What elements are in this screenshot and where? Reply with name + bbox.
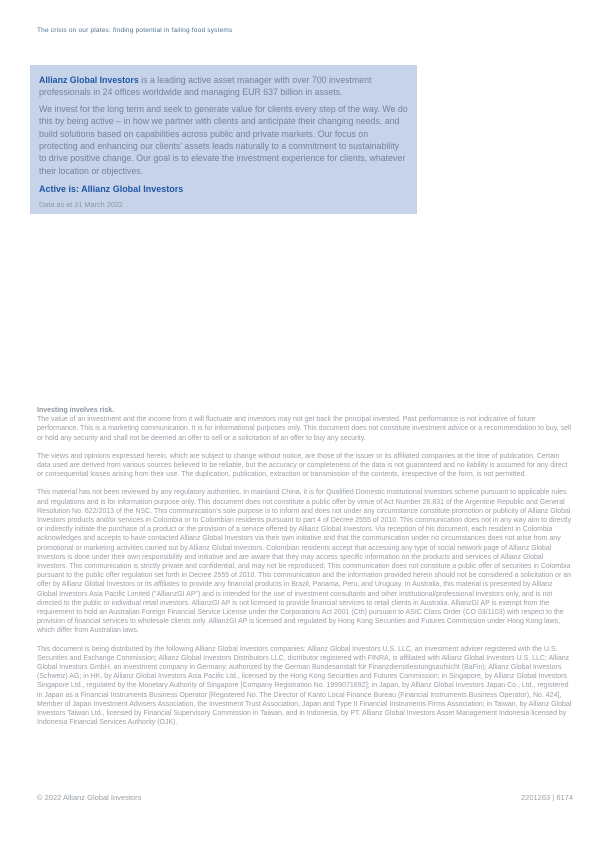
brand-tagline: Active is: Allianz Global Investors bbox=[39, 184, 184, 195]
distribution-disclaimer-paragraph: This document is being distributed by the following Allianz Global Investors companies: Allianz Global Investors U.S. LLC, an investment adviser registered with the U.S. Securities and Exchange Commission; Allianz Global Investors Distributors LLC, distributor registered with FINRA, is affiliated with Allianz Global Investors U.S. LLC; Allianz Global Investors GmbH, an investment company in Germany, authorized by the German Bundesanstalt für Finanzdienstleistungsaufsicht (BaFin); Allianz Global Investors (Schweiz) AG; in HK, by Allianz Global Investors Asia Pacific Ltd., licensed by the Hong Kong Securities and Futures Commission; in Singapore, by Allianz Global Investors Singapore Ltd., regulated by the Monetary Authority of Singapore [Company Registration No. 199907169Z]; in Japan, by Allianz Global Investors Japan Co., Ltd., registered in Japan as a Financial Instruments Business Operator [Registered No. The Director of Kanto Local Finance Bureau (Financial Instruments Business Operator), No. 424], Member of Japan Investment Advisers Association, the Investment Trust Association, Japan and Type II Financial Instruments Firms Association; in Taiwan, by Allianz Global Investors Taiwan Ltd., licensed by Financial Supervisory Commission in Taiwan, and in Indonesia, by PT. Allianz Global Investors Asset Management Indonesia licensed by Indonesia Financial Services Authority (OJK). bbox=[37, 645, 572, 727]
page-footer bbox=[37, 793, 573, 802]
company-intro bbox=[39, 74, 408, 99]
disclaimer-section bbox=[37, 406, 574, 737]
brand-name: Allianz Global Investors bbox=[39, 75, 139, 85]
copyright-notice: © 2022 Allianz Global Investors bbox=[37, 793, 142, 802]
risk-body: The value of an investment and the income from it will fluctuate and investors may not get back the principal invested. Past performance is not indicative of future performance. This is a marketing communication. It is for informational purposes only. This document does not constitute investment advice or a recommendation to buy, sell or hold any security and shall not be deemed an offer to sell or a solicitation of an offer to buy any security. bbox=[37, 416, 572, 442]
running-header: The crisis on our plates: finding potential in failing food systems bbox=[37, 27, 233, 34]
risk-disclaimer-paragraph bbox=[37, 406, 574, 443]
company-highlight-box bbox=[30, 65, 417, 214]
views-disclaimer-paragraph: The views and opinions expressed herein, which are subject to change without notice, are those of the issuer or its affiliated companies at the time of publication. Certain data used are derived from various sources believed to be reliable, but the accuracy or completeness of the data is not guaranteed and no liability is assumed for any direct or consequential losses arising from their use. The duplication, publication, extraction or transmission of the contents, irrespective of the form, is not permitted. bbox=[37, 452, 568, 479]
document-number: 2201263 | 6174 bbox=[521, 793, 573, 802]
risk-heading: Investing involves risk. bbox=[37, 407, 115, 414]
company-intro-text: is a leading active asset manager with over 700 investment professionals in 24 offices worldwide and managing EUR 637 billion in assets. bbox=[39, 75, 372, 98]
regulatory-disclaimer-paragraph: This material has not been reviewed by any regulatory authorities. In mainland China, it is for Qualified Domestic Institutional Investors scheme pursuant to applicable rules and regulations and is for information purpose only. This document does not constitute a public offer by virtue of Act Number 26.831 of the Argentine Republic and General Resolution No. 622/2013 of the NSC. This communication's sole purpose is to inform and does not under any circumstance constitute promotion or publicity of Allianz Global Investors products and/or services in Colombia or to Colombian residents pursuant to part 4 of Decree 2555 of 2010. This communication does not in any way aim to directly or indirectly initiate the purchase of a product or the provision of a service offered by Allianz Global Investors. Via reception of his document, each resident in Colombia acknowledges and accepts to have contacted Allianz Global Investors via their own initiative and that the communication under no circumstances does not arise from any promotional or marketing activities carried out by Allianz Global Investors. Colombian residents accept that accessing any type of social network page of Allianz Global Investors is done under their own responsibility and initiative and are aware that they may access specific information on the products and services of Allianz Global Investors. This communication is strictly private and confidential, and may not be reproduced. This communication does not constitute a public offer of securities in Colombia pursuant to the public offer regulation set forth in Decree 2555 of 2010. This communication and the information provided herein should not be considered a solicitation or an offer by Allianz Global Investors or its affiliates to provide any financial products in Brazil, Panama, Peru, and Uruguay. In Australia, this material is presented by Allianz Global Investors Asia Pacific Limited ("AllianzGI AP") and is intended for the use of investment consultants and other institutional/professional investors only, and is not directed to the public or individual retail investors. AllianzGI AP is not licensed to provide financial services to retail clients in Australia. AllianzGI AP is exempt from the requirement to hold an Australian Foreign Financial Service License under the Corporations Act 2001 (Cth) pursuant to ASIC Class Order (CO 03/1103) with respect to the provision of financial services to wholesale clients only. AllianzGI AP is licensed and regulated by Hong Kong Securities and Futures Commission under Hong Kong laws, which differ from Australian laws. bbox=[37, 489, 572, 635]
company-description: We invest for the long term and seek to generate value for clients every step of the way. We do this by being active – in how we partner with clients and anticipate their changing needs, and build solutions based on capabilities across public and private markets. Our focus on protecting and enhancing our clients’ assets leads naturally to a commitment to sustainability to drive positive change. Our goal is to elevate the investment experience for clients, whatever their location or objectives. bbox=[39, 103, 408, 176]
data-as-at-note: Data as at 31 March 2022 bbox=[39, 200, 123, 210]
